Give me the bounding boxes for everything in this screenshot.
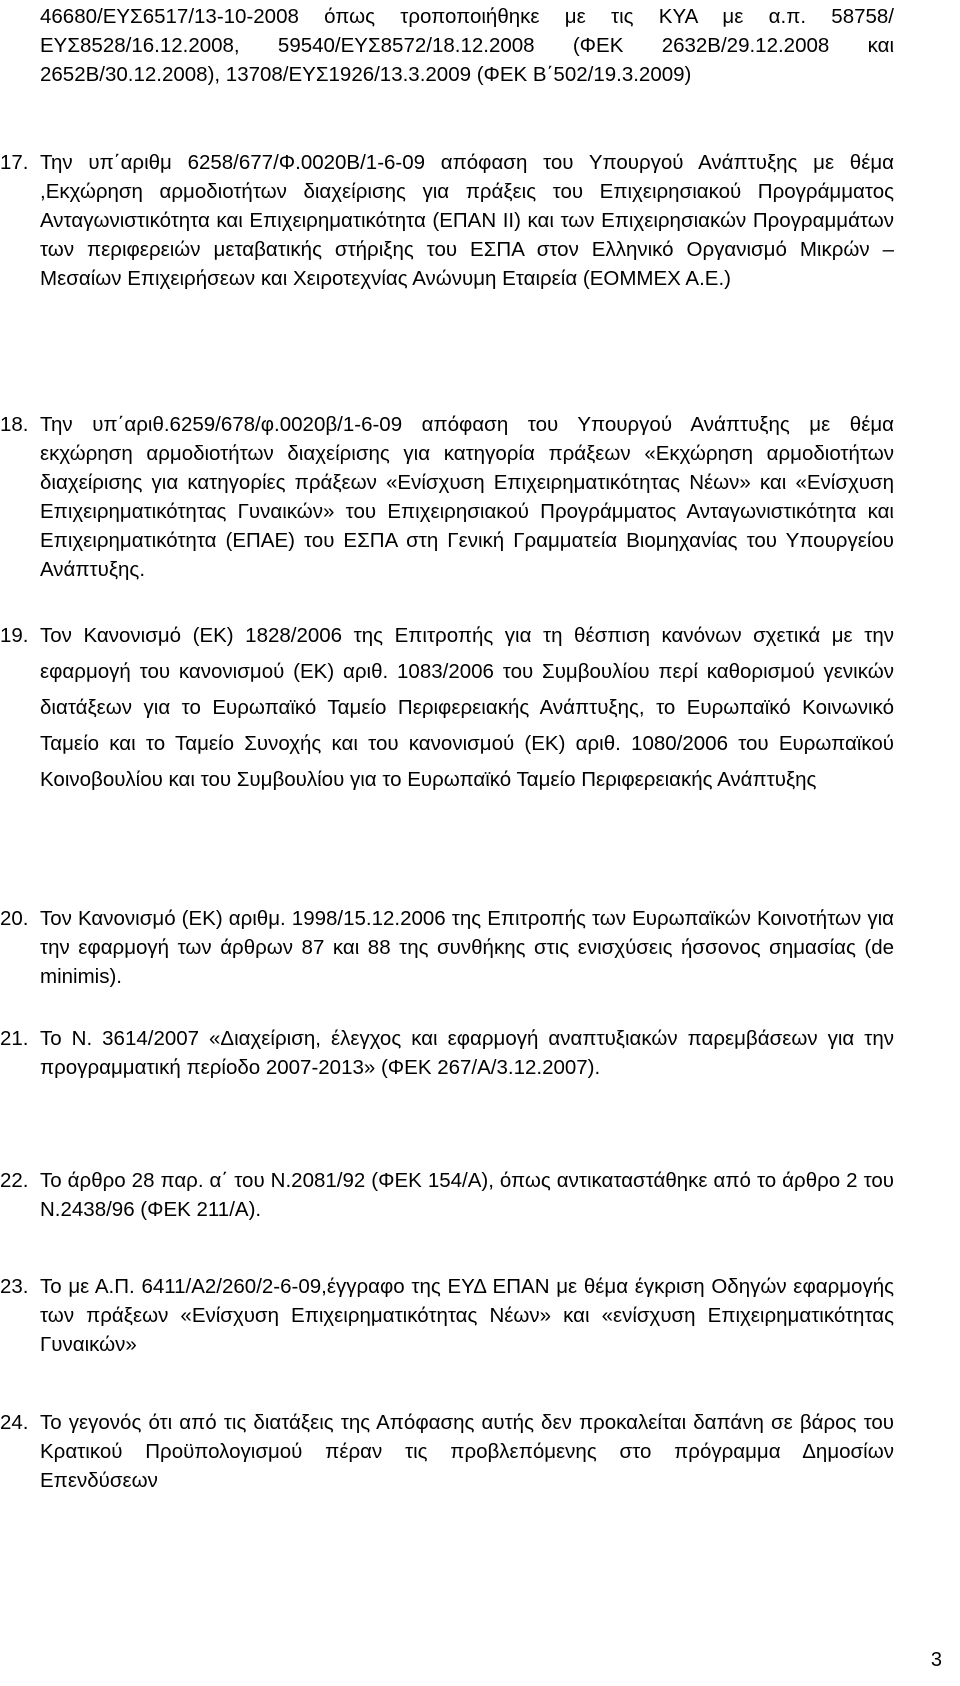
- list-item-number: 23.: [0, 1275, 29, 1298]
- list-item-text: Το με Α.Π. 6411/Α2/260/2-6-09,έγγραφο της ΕΥΔ ΕΠΑΝ με θέμα έγκριση Οδηγών εφαρμογής των πράξεων «Ενίσχυση Επιχειρηματικότητας Νέων» και «ενίσχυση Επιχειρηματικότητας Γυναικών»: [40, 1275, 894, 1356]
- intro-text: 46680/ΕΥΣ6517/13-10-2008 όπως τροποποιήθηκε με τις ΚΥΑ με α.π. 58758/ΕΥΣ8528/16.12.2008, 59540/ΕΥΣ8572/18.12.2008 (ΦΕΚ 2632Β/29.12.2008 και 2652Β/30.12.2008), 13708/ΕΥΣ1926/13.3.2009 (ΦΕΚ Β΄502/19.3.2009): [40, 5, 894, 86]
- list-item-number: 21.: [0, 1027, 29, 1050]
- list-item-number: 22.: [0, 1169, 29, 1192]
- list-item-text: Την υπ΄αριθμ 6258/677/Φ.0020Β/1-6-09 απόφαση του Υπουργού Ανάπτυξης με θέμα ,Εκχώρηση αρμοδιοτήτων διαχείρισης για πράξεις του Επιχειρησιακού Προγράμματος Ανταγωνιστικότητα και Επιχειρηματικότητα (ΕΠΑΝ ΙΙ) και των Επιχειρησιακών Προγραμμάτων των περιφερειών μεταβατικής στήριξης του ΕΣΠΑ στον Ελληνικό Οργανισμό Μικρών – Μεσαίων Επιχειρήσεων και Χειροτεχνίας Ανώνυμη Εταιρεία (ΕΟΜΜΕΧ Α.Ε.): [40, 151, 894, 290]
- list-item-21: [0, 1024, 894, 1082]
- list-item-22: [0, 1166, 894, 1224]
- list-item-24: [0, 1408, 894, 1495]
- list-item-number: 19.: [0, 624, 29, 647]
- list-item-number: 24.: [0, 1411, 29, 1434]
- list-item-17: [0, 148, 894, 293]
- list-item-18: [0, 410, 894, 584]
- list-item-text: Τον Κανονισμό (ΕΚ) 1828/2006 της Επιτροπής για τη θέσπιση κανόνων σχετικά με την εφαρμογή του κανονισμού (ΕΚ) αριθ. 1083/2006 του Συμβουλίου περί καθορισμού γενικών διατάξεων για το Ευρωπαϊκό Ταμείο Περιφερειακής Ανάπτυξης, το Ευρωπαϊκό Κοινωνικό Ταμείο και το Ταμείο Συνοχής και του κανονισμού (ΕΚ) αριθ. 1080/2006 του Ευρωπαϊκού Κοινοβουλίου και του Συμβουλίου για το Ευρωπαϊκό Ταμείο Περιφερειακής Ανάπτυξης: [40, 624, 894, 791]
- list-item-number: 17.: [0, 151, 29, 174]
- list-item-number: 18.: [0, 413, 29, 436]
- list-item-text: Το γεγονός ότι από τις διατάξεις της Απόφασης αυτής δεν προκαλείται δαπάνη σε βάρος του Κρατικού Προϋπολογισμού πέραν τις προβλεπόμενης στο πρόγραμμα Δημοσίων Επενδύσεων: [40, 1411, 894, 1492]
- list-item-number: 20.: [0, 907, 29, 930]
- list-item-text: Τον Κανονισμό (ΕΚ) αριθμ. 1998/15.12.2006 της Επιτροπής των Ευρωπαϊκών Κοινοτήτων για την εφαρμογή των άρθρων 87 και 88 της συνθήκης στις ενισχύσεις ήσσονος σημασίας (de minimis).: [40, 907, 894, 988]
- list-item-text: Την υπ΄αριθ.6259/678/φ.0020β/1-6-09 απόφαση του Υπουργού Ανάπτυξης με θέμα εκχώρηση αρμοδιοτήτων διαχείρισης για κατηγορία πράξεων «Εκχώρηση αρμοδιοτήτων διαχείρισης για κατηγορίες πράξεων «Ενίσχυση Επιχειρηματικότητας Νέων» και «Ενίσχυση Επιχειρηματικότητας Γυναικών» του Επιχειρησιακού Προγράμματος Ανταγωνιστικότητα και Επιχειρηματικότητα (ΕΠΑΕ) του ΕΣΠΑ στη Γενική Γραμματεία Βιομηχανίας του Υπουργείου Ανάπτυξης.: [40, 413, 894, 581]
- list-item-23: [0, 1272, 894, 1359]
- list-item-text: Το Ν. 3614/2007 «Διαχείριση, έλεγχος και εφαρμογή αναπτυξιακών παρεμβάσεων για την προγραμματική περίοδο 2007-2013» (ΦΕΚ 267/Α/3.12.2007).: [40, 1027, 894, 1079]
- list-item-19: [0, 618, 894, 798]
- list-item-20: [0, 904, 894, 991]
- intro-paragraph: [40, 2, 894, 89]
- list-item-text: Το άρθρο 28 παρ. α΄ του Ν.2081/92 (ΦΕΚ 154/Α), όπως αντικαταστάθηκε από το άρθρο 2 του Ν.2438/96 (ΦΕΚ 211/Α).: [40, 1169, 894, 1221]
- page-number: 3: [930, 1649, 942, 1671]
